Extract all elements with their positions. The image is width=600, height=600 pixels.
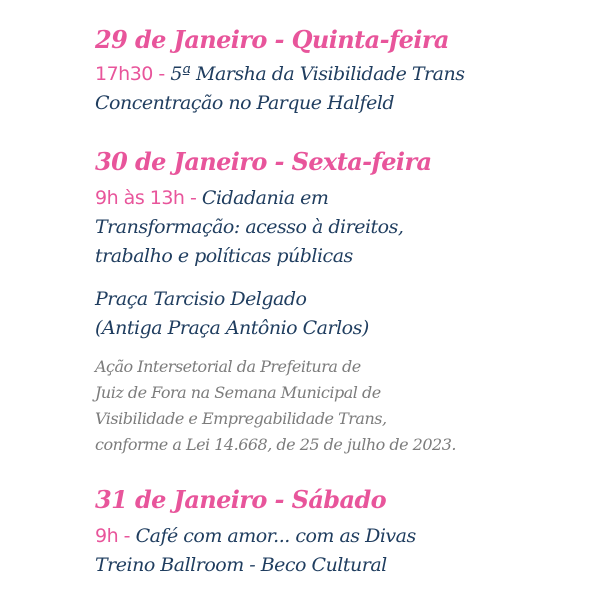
event-note: Ação Intersetorial da Prefeitura de bbox=[95, 357, 361, 376]
event-location: Treino Ballroom - Beco Cultural bbox=[95, 554, 387, 576]
event-time: 9h às 13h - bbox=[95, 187, 202, 209]
day-heading: 31 de Janeiro - Sábado bbox=[95, 485, 387, 514]
event-time: 17h30 - bbox=[95, 63, 171, 85]
event-title: Transformação: acesso à direitos, bbox=[95, 216, 404, 238]
event-title: Cidadania em bbox=[201, 187, 329, 209]
event-time: 9h - bbox=[95, 525, 136, 547]
event-line bbox=[95, 63, 464, 85]
day-heading: 30 de Janeiro - Sexta-feira bbox=[95, 147, 432, 176]
event-title: 5ª Marsha da Visibilidade Trans bbox=[170, 63, 465, 85]
event-title: Café com amor... com as Divas bbox=[135, 525, 416, 547]
event-note: Juiz de Fora na Semana Municipal de bbox=[95, 383, 381, 402]
event-line bbox=[95, 187, 328, 209]
day-heading: 29 de Janeiro - Quinta-feira bbox=[95, 25, 449, 54]
event-location: Concentração no Parque Halfeld bbox=[95, 92, 395, 114]
event-line bbox=[95, 525, 416, 547]
event-note: Visibilidade e Empregabilidade Trans, bbox=[95, 409, 387, 428]
event-note: conforme a Lei 14.668, de 25 de julho de 2023. bbox=[95, 435, 456, 454]
event-location: Praça Tarcisio Delgado bbox=[95, 288, 307, 310]
event-location: (Antiga Praça Antônio Carlos) bbox=[95, 317, 369, 339]
event-title: trabalho e políticas públicas bbox=[95, 245, 353, 267]
